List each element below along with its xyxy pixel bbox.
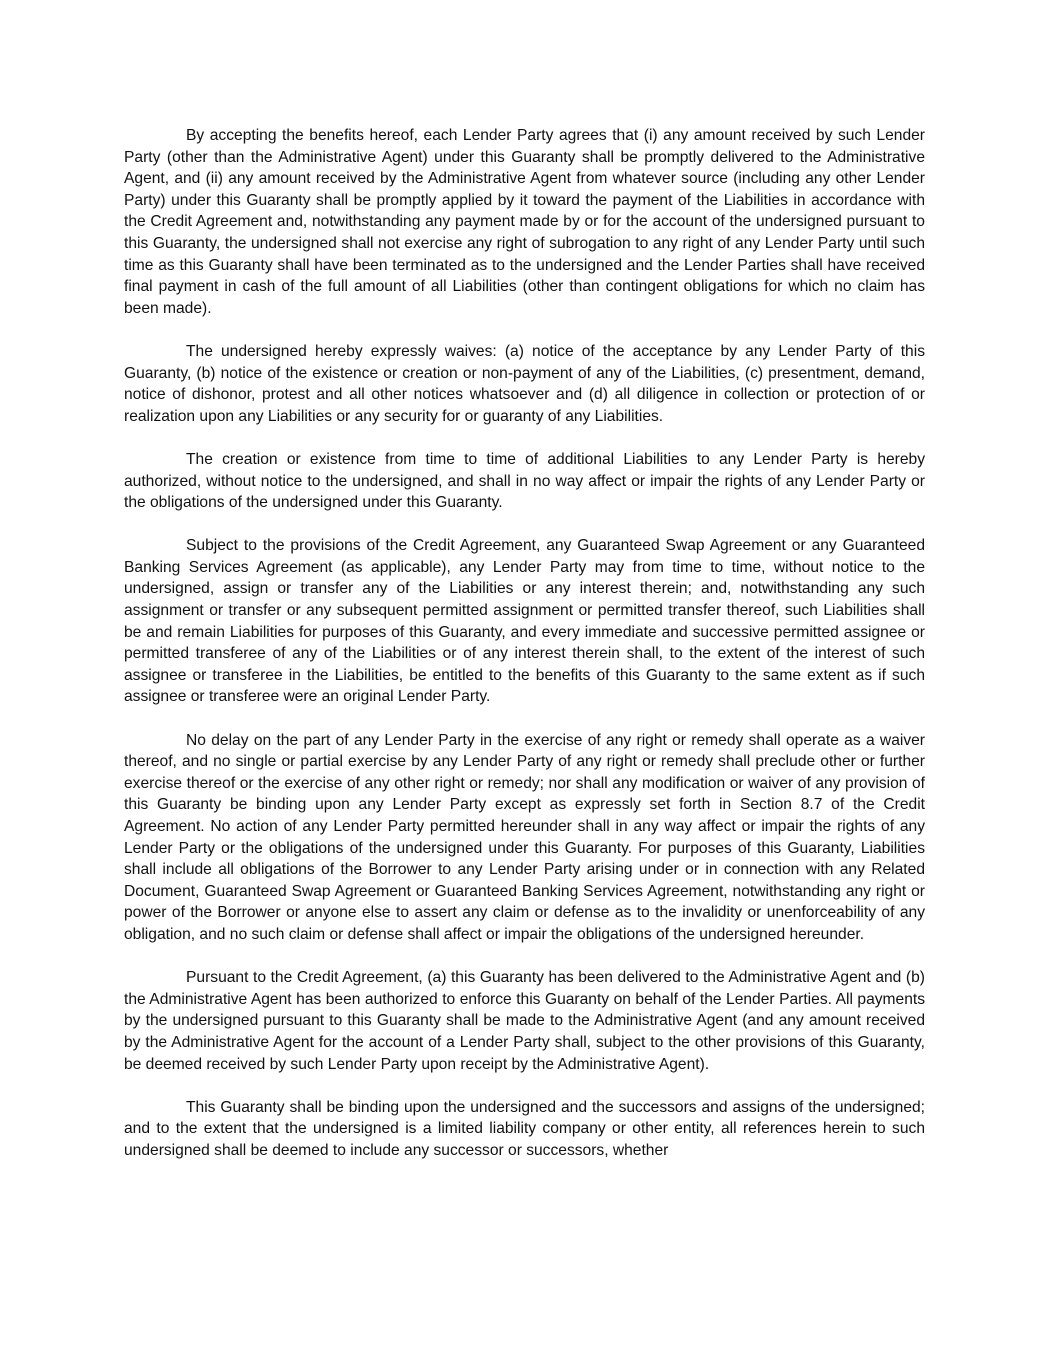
paragraph-waivers: The undersigned hereby expressly waives: (a) notice of the acceptance by any Lender Party of this Guaranty, (b) notice of the existence or creation or non-payment of any of the Liabilities, (c) presentment, demand, notice of dishonor, protest and all other notices whatsoever and (d) all diligence in collection or protection of or realization upon any Liabilities or any security for or guaranty of any Liabilities. [124, 342, 925, 425]
paragraph-additional-liabilities: The creation or existence from time to time of additional Liabilities to any Lender Party is hereby authorized, without notice to the undersigned, and shall in no way affect or impair the rights of any Lender Party or the obligations of the undersigned under this Guaranty. [124, 450, 925, 512]
document-page [124, 125, 925, 1183]
paragraph-assignment: Subject to the provisions of the Credit Agreement, any Guaranteed Swap Agreement or any Guaranteed Banking Services Agreement (as applicable), any Lender Party may from time to time, without notice to the undersigned, assign or transfer any of the Liabilities or any interest therein; and, notwithstanding any such assignment or transfer or any subsequent permitted assignment or permitted transfer thereof, such Liabilities shall be and remain Liabilities for purposes of this Guaranty, and every immediate and successive permitted assignee or permitted transferee of any of the Liabilities or of any interest therein shall, to the extent of the interest of such assignee or transferee in the Liabilities, be entitled to the benefits of this Guaranty to the same extent as if such assignee or transferee were an original Lender Party. [124, 537, 925, 706]
paragraph-successors: This Guaranty shall be binding upon the undersigned and the successors and assigns of the undersigned; and to the extent that the undersigned is a limited liability company or other entity, all references herein to such undersigned shall be deemed to include any successor or successors, whether [124, 1098, 925, 1159]
paragraph-administrative-agent: Pursuant to the Credit Agreement, (a) this Guaranty has been delivered to the Administrative Agent and (b) the Administrative Agent has been authorized to enforce this Guaranty on behalf of the Lender Parties. All payments by the undersigned pursuant to this Guaranty shall be made to the Administrative Agent (and any amount received by the Administrative Agent for the account of a Lender Party shall, subject to the other provisions of this Guaranty, be deemed received by such Lender Party upon receipt by the Administrative Agent). [124, 969, 925, 1073]
paragraph-lender-party-payments: By accepting the benefits hereof, each Lender Party agrees that (i) any amount received by such Lender Party (other than the Administrative Agent) under this Guaranty shall be promptly delivered to the Administrative Agent, and (ii) any amount received by the Administrative Agent from whatever source (including any other Lender Party) under this Guaranty shall be promptly applied by it toward the payment of the Liabilities in accordance with the Credit Agreement and, notwithstanding any payment made by or for the account of the undersigned pursuant to this Guaranty, the undersigned shall not exercise any right of subrogation to any right of any Lender Party until such time as this Guaranty shall have been terminated as to the undersigned and the Lender Parties shall have received final payment in cash of the full amount of all Liabilities (other than contingent obligations for which no claim has been made). [124, 127, 925, 317]
paragraph-no-delay: No delay on the part of any Lender Party in the exercise of any right or remedy shall operate as a waiver thereof, and no single or partial exercise by any Lender Party of any right or remedy shall preclude other or further exercise thereof or the exercise of any other right or remedy; nor shall any modification or waiver of any provision of this Guaranty be binding upon any Lender Party except as expressly set forth in Section 8.7 of the Credit Agreement. No action of any Lender Party permitted hereunder shall in any way affect or impair the rights of any Lender Party or the obligations of the undersigned under this Guaranty. For purposes of this Guaranty, Liabilities shall include all obligations of the Borrower to any Lender Party arising under or in connection with any Related Document, Guaranteed Swap Agreement or Guaranteed Banking Services Agreement, notwithstanding any right or power of the Borrower or anyone else to assert any claim or defense as to the invalidity or unenforceability of any obligation, and no such claim or defense shall affect or impair the obligations of the undersigned hereunder. [124, 731, 925, 943]
